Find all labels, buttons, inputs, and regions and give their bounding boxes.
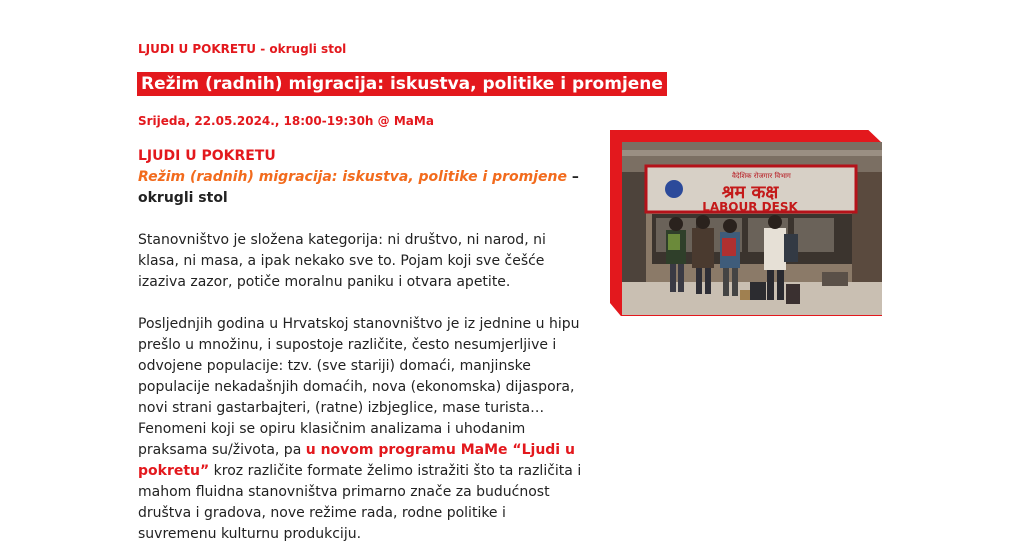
event-description [138, 146, 584, 545]
sign-nepali-text: श्रम कक्ष [721, 182, 779, 203]
subtitle-italic: Režim (radnih) migracija: iskustva, politike i promjene [138, 169, 568, 185]
program-link[interactable]: novom programu MaMe “Ljudi u pokretu” [138, 442, 575, 479]
series-label[interactable]: LJUDI U POKRETU - okrugli stol [138, 42, 347, 56]
paragraph-2: Posljednjih godina u Hrvatskoj stanovništvo je iz jednine u hipu prešlo u množinu, i supostoje različite, često nesumjerljive i odvojene populacije: tzv. (sve stariji) domaći, manjinske populacije nekadašnjih domaćih, nova (ekonomska) dijaspora, novi strani gastarbajteri, (ratne) izbjeglice, mase turista… [138, 316, 580, 416]
event-photo-frame [610, 130, 882, 316]
description-heading: LJUDI U POKRETU [138, 148, 276, 164]
event-title[interactable]: Režim (radnih) migracija: iskustva, politike i promjene [137, 72, 667, 96]
paragraph-1: Stanovništvo je složena kategorija: ni društvo, ni narod, ni klasa, ni masa, a ipak nekako sve to. Pojam koji sve češće izaziva zazor, potiče moralnu paniku i otvara apetite. [138, 232, 546, 290]
paragraph-3-u: u [305, 442, 321, 458]
paragraph-3-start: Fenomeni koji se opiru klasičnim analizama i uhodanim praksama su/života, pa [138, 421, 526, 458]
sign-english-text: LABOUR DESK [702, 200, 798, 214]
sign-small-text: वैदेशिक रोजगार विभाग [732, 172, 791, 180]
paragraph-3 [138, 419, 584, 545]
description-subtitle [138, 167, 584, 209]
event-photo [622, 142, 882, 315]
paragraph-3-end: kroz različite formate želimo istražiti što ta različita i mahom fluidna stanovništva primarno znače za budućnost društva i gradova, nove režime rada, rodne politike i suvremenu kulturnu produkciju. [138, 463, 582, 542]
event-date: Srijeda, 22.05.2024., 18:00-19:30h @ MaMa [138, 114, 434, 128]
subtitle-rest: – okrugli stol [138, 169, 579, 206]
